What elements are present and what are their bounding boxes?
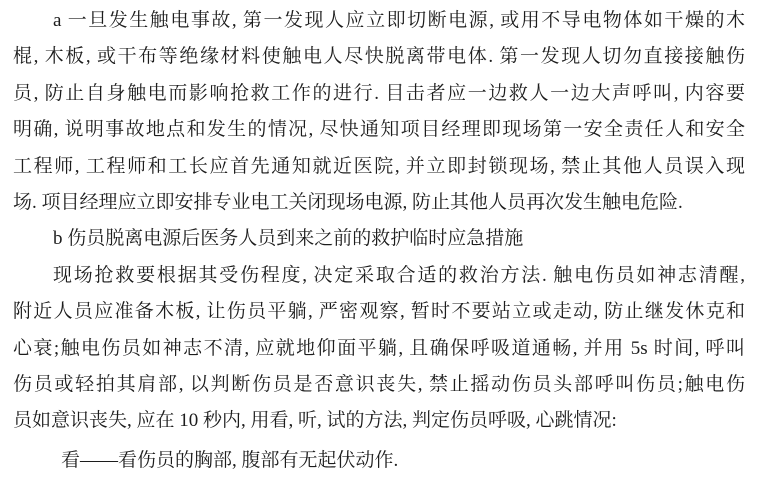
paragraph-b-body bbox=[13, 258, 745, 440]
text-line: 场. 项目经理应立即安排专业电工关闭现场电源, 防止其他人员再次发生触电危险. bbox=[13, 191, 683, 213]
text-line: 心衰;触电伤员如神志不清, 应就地仰面平躺, 且确保呼吸道通畅, 并用 5s 时间, 呼叫 bbox=[13, 337, 745, 359]
text-line: 员如意识丧失, 应在 10 秒内, 用看, 听, 试的方法, 判定伤员呼吸, 心跳情况: bbox=[13, 410, 617, 432]
text-line: a 一旦发生触电事故, 第一发现人应立即切断电源, 或用不导电物体如干燥的木 bbox=[53, 10, 745, 31]
paragraph-a bbox=[13, 3, 745, 221]
text-line: 棍, 木板, 或干布等绝缘材料使触电人尽快脱离带电体. 第一发现人切勿直接接触伤 bbox=[13, 46, 745, 68]
paragraph-b-heading bbox=[13, 221, 745, 257]
text-line: 明确, 说明事故地点和发生的情况, 尽快通知项目经理即现场第一安全责任人和安全 bbox=[13, 119, 745, 141]
text-line: 看——看伤员的胸部, 腹部有无起伏动作. bbox=[61, 449, 399, 471]
text-line: b 伤员脱离电源后医务人员到来之前的救护临时应急措施 bbox=[53, 228, 524, 250]
paragraph-look-item bbox=[13, 443, 745, 478]
text-line: 现场抢救要根据其受伤程度, 决定采取合适的救治方法. 触电伤员如神志清醒, bbox=[53, 264, 745, 286]
text-line: 附近人员应准备木板, 让伤员平躺, 严密观察, 暂时不要站立或走动, 防止继发休克和 bbox=[13, 301, 745, 323]
text-line: 伤员或轻拍其肩部, 以判断伤员是否意识丧失, 禁止摇动伤员头部呼叫伤员;触电伤 bbox=[13, 373, 745, 395]
text-line: 工程师, 工程师和工长应首先通知就近医院, 并立即封锁现场, 禁止其他人员误入现 bbox=[13, 155, 745, 177]
text-line: 员, 防止自身触电而影响抢救工作的进行. 目击者应一边救人一边大声呼叫, 内容要 bbox=[13, 82, 745, 104]
